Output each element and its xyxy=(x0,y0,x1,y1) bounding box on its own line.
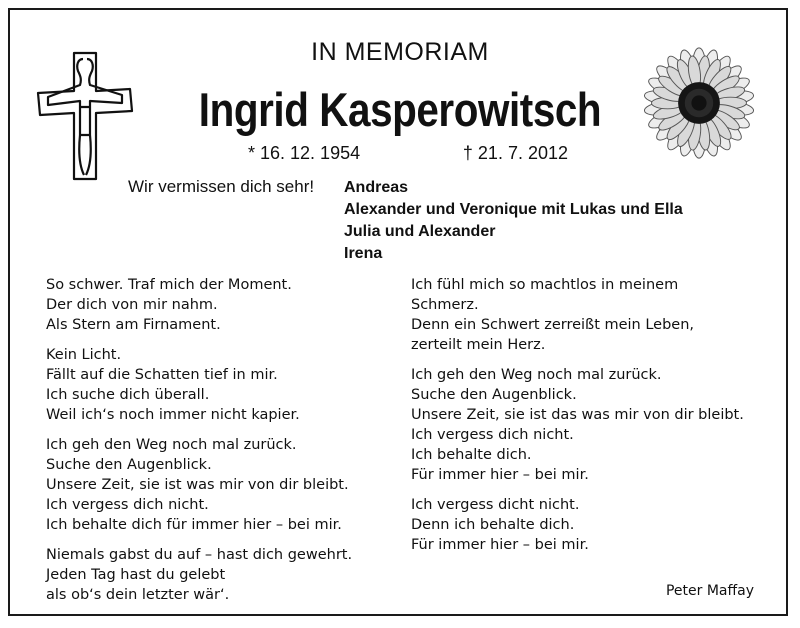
mourner-line: Andreas xyxy=(344,179,409,196)
poem-stanza xyxy=(46,545,396,605)
poem-line: Ich behalte dich. xyxy=(411,447,532,463)
birth-date: * 16. 12. 1954 xyxy=(248,143,361,163)
poem-line: Für immer hier – bei mir. xyxy=(411,537,589,553)
poem-line: Suche den Augenblick. xyxy=(411,387,577,403)
farewell-message: Wir vermissen dich sehr! xyxy=(128,177,315,196)
poem-left-column xyxy=(46,275,396,615)
poem-right-column xyxy=(411,275,771,565)
poem-line: Ich suche dich überall. xyxy=(46,387,210,403)
poem-line: Denn ein Schwert zerreißt mein Leben, xyxy=(411,317,695,333)
poem-line: Ich geh den Weg noch mal zurück. xyxy=(411,367,662,383)
mourner-line: Irena xyxy=(344,245,383,262)
poem-line: Ich vergess dich nicht. xyxy=(46,497,209,513)
poem-line: Kein Licht. xyxy=(46,347,122,363)
poem-line: Ich vergess dicht nicht. xyxy=(411,497,580,513)
in-memoriam-heading: IN MEMORIAM xyxy=(311,38,489,66)
poem-line: So schwer. Traf mich der Moment. xyxy=(46,277,292,293)
poem-line: Für immer hier – bei mir. xyxy=(411,467,589,483)
poem-line: Unsere Zeit, sie ist was mir von dir bleibt. xyxy=(46,477,349,493)
poem-stanza xyxy=(411,495,771,555)
mourners-list xyxy=(344,177,683,265)
poem-line: Fällt auf die Schatten tief in mir. xyxy=(46,367,278,383)
poem-stanza xyxy=(411,275,771,355)
poem-stanza xyxy=(411,365,771,485)
life-dates xyxy=(248,143,568,164)
poem-line: als ob‘s dein letzter wär‘. xyxy=(46,587,230,603)
mourner-line: Julia und Alexander xyxy=(344,223,496,240)
poem-line: Ich behalte dich für immer hier – bei mir. xyxy=(46,517,342,533)
poem-line: Ich fühl mich so machtlos in meinem xyxy=(411,277,679,293)
poem-line: Schmerz. xyxy=(411,297,479,313)
deceased-name: Ingrid Kasperowitsch xyxy=(198,83,602,136)
poem-line: zerteilt mein Herz. xyxy=(411,337,546,353)
poem-line: Jeden Tag hast du gelebt xyxy=(46,567,226,583)
poem-line: Denn ich behalte dich. xyxy=(411,517,575,533)
poem-stanza xyxy=(46,435,396,535)
poem-line: Als Stern am Firnament. xyxy=(46,317,221,333)
poem-line: Der dich von mir nahm. xyxy=(46,297,218,313)
poem-line: Ich geh den Weg noch mal zurück. xyxy=(46,437,297,453)
poem-stanza xyxy=(46,345,396,425)
poem-line: Weil ich‘s noch immer nicht kapier. xyxy=(46,407,300,423)
death-date: † 21. 7. 2012 xyxy=(462,143,568,163)
poem-line: Niemals gabst du auf – hast dich gewehrt. xyxy=(46,547,353,563)
poem-author: Peter Maffay xyxy=(665,583,754,599)
poem-line: Unsere Zeit, sie ist das was mir von dir bleibt. xyxy=(411,407,744,423)
poem-line: Suche den Augenblick. xyxy=(46,457,212,473)
mourner-line: Alexander und Veronique mit Lukas und Ella xyxy=(344,201,683,218)
poem-stanza xyxy=(46,275,396,335)
poem-line: Ich vergess dich nicht. xyxy=(411,427,574,443)
